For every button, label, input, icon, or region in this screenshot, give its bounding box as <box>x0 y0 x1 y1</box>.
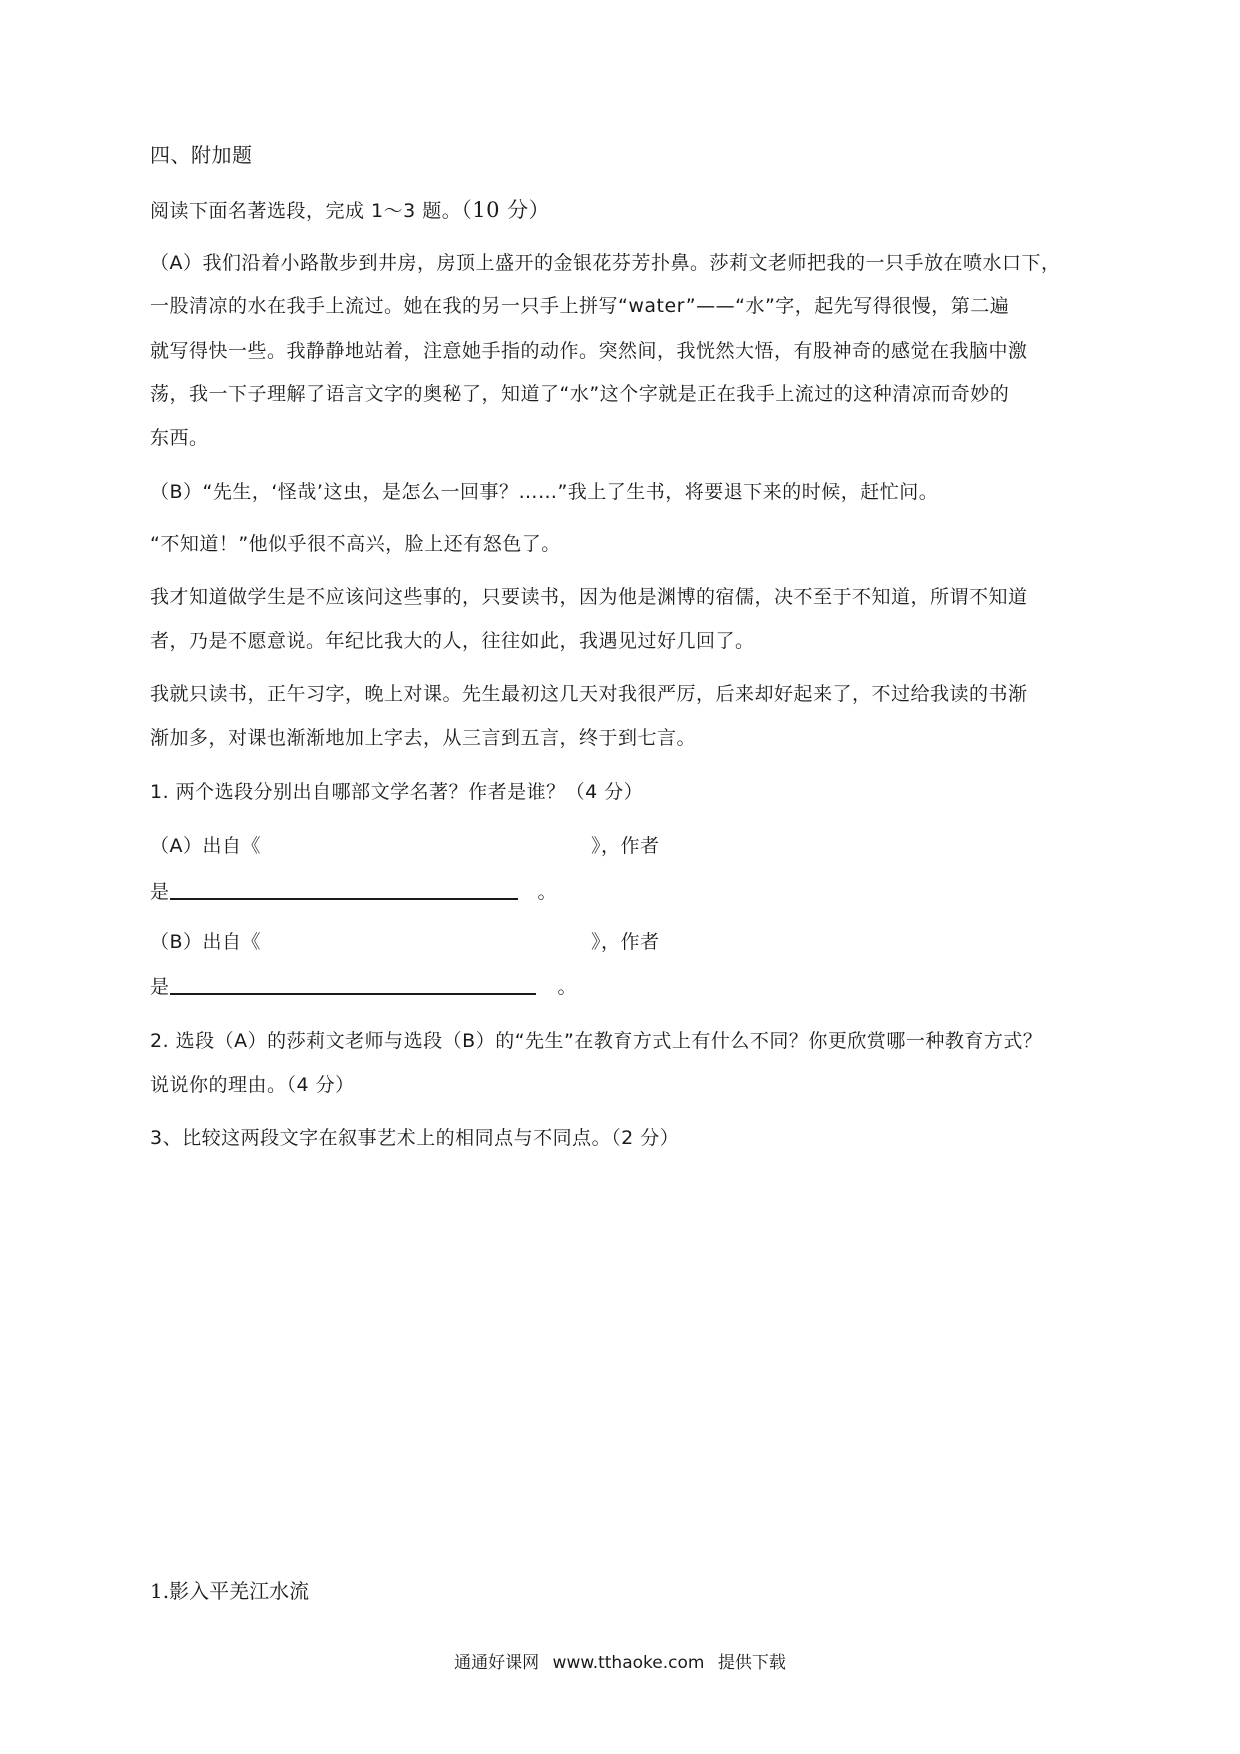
question-1b-line <box>150 930 660 954</box>
passage-a-line: （A）我们沿着小路散步到井房，房顶上盛开的金银花芬芳扑鼻。莎莉文老师把我的一只手放在喷水口下， <box>150 252 1061 274</box>
q1a-prefix: （A）出自《 <box>150 835 261 857</box>
instruction-score: （10 分） <box>461 198 551 222</box>
q1b-suffix: 》，作者 <box>591 931 660 953</box>
q1b-author-blank[interactable] <box>170 975 536 995</box>
passage-a-line: 一股清凉的水在我手上流过。她在我的另一只手上拼写“water”——“水”字，起先写得很慢，第二遍 <box>150 295 1010 317</box>
instruction <box>150 198 550 223</box>
passage-b-line: 我才知道做学生是不应该问这些事的，只要读书，因为他是渊博的宿儒，决不至于不知道，所谓不知道 <box>150 586 1028 608</box>
q1a-end: 。 <box>537 881 558 903</box>
question-1: 1. 两个选段分别出自哪部文学名著？作者是谁？（4 分） <box>150 781 644 803</box>
q1b-end: 。 <box>557 976 578 998</box>
q1b-prefix: （B）出自《 <box>150 931 262 953</box>
passage-b-line: “不知道！”他似乎很不高兴，脸上还有怒色了。 <box>150 533 561 555</box>
passage-a-line: 就写得快一些。我静静地站着，注意她手指的动作。突然间，我恍然大悟，有股神奇的感觉在我脑中激 <box>150 340 1028 362</box>
section-heading: 四、附加题 <box>150 143 253 167</box>
page-footer <box>0 1652 1240 1674</box>
question-2: 2. 选段（A）的莎莉文老师与选段（B）的“先生”在教育方式上有什么不同？你更欣赏哪一种教育方式？ <box>150 1030 1043 1052</box>
passage-b-line: （B）“先生，‘怪哉’这虫，是怎么一回事？……”我上了生书，将要退下来的时候，赶忙问。 <box>150 481 939 503</box>
passage-b-line: 者，乃是不愿意说。年纪比我大的人，往往如此，我遇见过好几回了。 <box>150 630 755 652</box>
question-3: 3、比较这两段文字在叙事艺术上的相同点与不同点。（2 分） <box>150 1127 680 1149</box>
footer-site-name: 通通好课网 <box>454 1653 540 1673</box>
question-1a-author-line <box>150 880 557 904</box>
passage-b-line: 我就只读书，正午习字，晚上对课。先生最初这几天对我很严厉，后来却好起来了，不过给我读的书渐 <box>150 683 1028 705</box>
footer-url[interactable]: www.tthaoke.com <box>552 1653 705 1673</box>
passage-b-line: 渐加多，对课也渐渐地加上字去，从三言到五言，终于到七言。 <box>150 727 697 749</box>
question-1b-author-line <box>150 975 577 999</box>
q1a-is: 是 <box>150 881 170 903</box>
question-1a-line <box>150 834 660 858</box>
q1a-author-blank[interactable] <box>170 880 518 900</box>
passage-a-line: 东西。 <box>150 427 209 449</box>
q1b-is: 是 <box>150 976 170 998</box>
question-2-cont: 说说你的理由。（4 分） <box>150 1074 355 1096</box>
q1a-suffix: 》，作者 <box>591 835 660 857</box>
footer-suffix: 提供下载 <box>717 1653 786 1673</box>
instruction-text: 阅读下面名著选段，完成 1～3 题。 <box>150 200 462 222</box>
passage-a-line: 荡，我一下子理解了语言文字的奥秘了，知道了“水”这个字就是正在我手上流过的这种清凉而奇妙的 <box>150 383 1010 405</box>
answer-text: 1.影入平羌江水流 <box>150 1579 310 1603</box>
